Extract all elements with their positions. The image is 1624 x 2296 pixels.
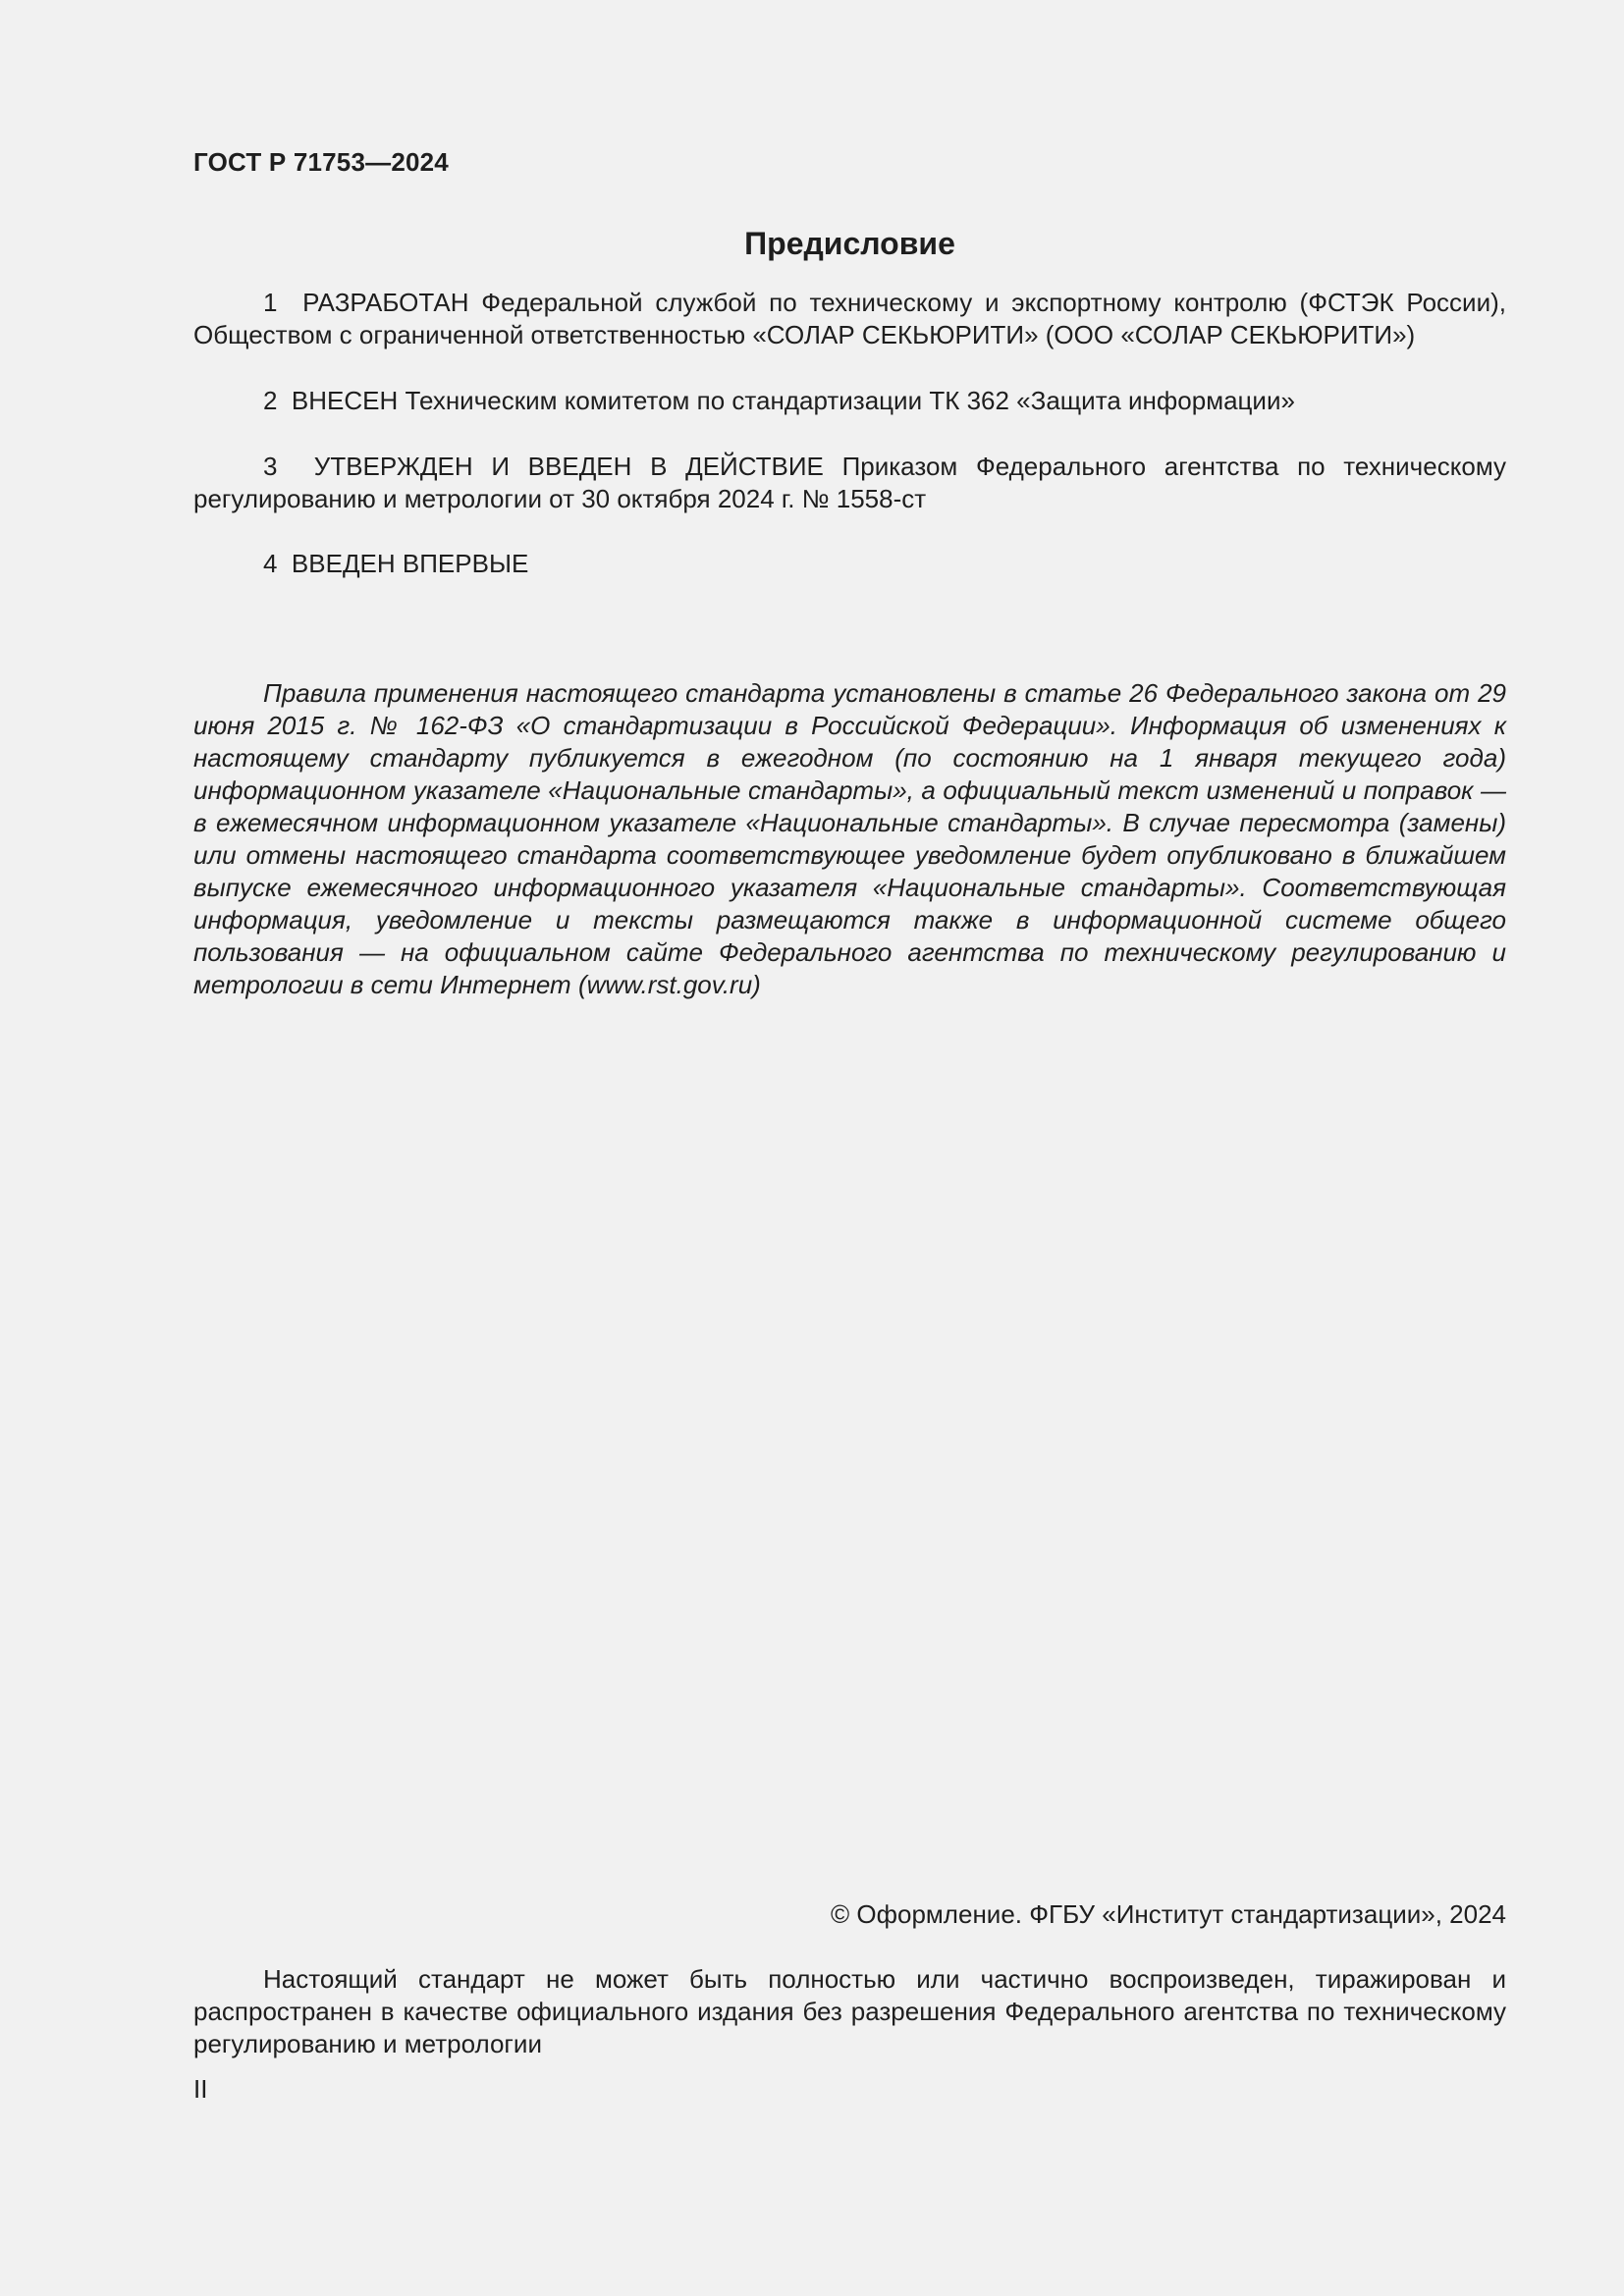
preface-item-1 bbox=[193, 287, 1506, 351]
item-text: Техническим комитетом по стандартизации ТК 362 «Защита информации» bbox=[405, 386, 1295, 415]
item-text: Федеральной службой по техническому и экспортному контролю (ФСТЭК России), Обществом с ограниченной ответственностью «СОЛАР СЕКЬЮРИТИ» (ООО «СОЛАР СЕКЬЮРИТИ») bbox=[193, 288, 1506, 349]
item-number: 2 bbox=[263, 386, 278, 415]
item-number: 4 bbox=[263, 549, 278, 578]
document-id: ГОСТ Р 71753—2024 bbox=[193, 147, 449, 177]
page-title: Предисловие bbox=[744, 226, 955, 261]
item-text: Приказом Федерального агентства по техническому регулированию и метрологии от 30 октября 2024 г. № 1558-ст bbox=[193, 452, 1506, 513]
rules-note: Правила применения настоящего стандарта установлены в статье 26 Федерального закона от 29 июня 2015 г. № 162-ФЗ «О стандартизации в Российской Федерации». Информация об изменениях к настоящему стандарту публикуется в ежегодном (по состоянию на 1 января текущего года) информационном указателе «Национальные стандарты», а официальный текст изменений и поправок — в ежемесячном информационном указателе «Национальные стандарты». В случае пересмотра (замены) или отмены настоящего стандарта соответствующее уведомление будет опубликовано в ближайшем выпуске ежемесячного информационного указателя «Национальные стандарты». Соответствующая информация, уведомление и тексты размещаются также в информационной системе общего пользования — на официальном сайте Федерального агентства по техническому регулированию и метрологии в сети Интернет (www.rst.gov.ru) bbox=[193, 678, 1506, 999]
item-lead: ВНЕСЕН bbox=[291, 386, 399, 415]
preface-item-3 bbox=[193, 451, 1506, 515]
item-lead: УТВЕРЖДЕН И ВВЕДЕН В ДЕЙСТВИЕ bbox=[313, 452, 824, 481]
item-number: 1 bbox=[263, 288, 278, 317]
item-lead: РАЗРАБОТАН bbox=[302, 288, 469, 317]
copyright-line: © Оформление. ФГБУ «Институт стандартизации», 2024 bbox=[831, 1899, 1506, 1929]
reproduction-notice: Настоящий стандарт не может быть полностью или частично воспроизведен, тиражирован и распространен в качестве официального издания без разрешения Федерального агентства по техническому регулированию и метрологии bbox=[193, 1964, 1506, 2058]
item-lead: ВВЕДЕН ВПЕРВЫЕ bbox=[291, 549, 529, 578]
page-number: II bbox=[193, 2074, 208, 2104]
preface-item-2 bbox=[193, 385, 1506, 417]
item-number: 3 bbox=[263, 452, 278, 481]
preface-item-4 bbox=[193, 548, 1506, 580]
